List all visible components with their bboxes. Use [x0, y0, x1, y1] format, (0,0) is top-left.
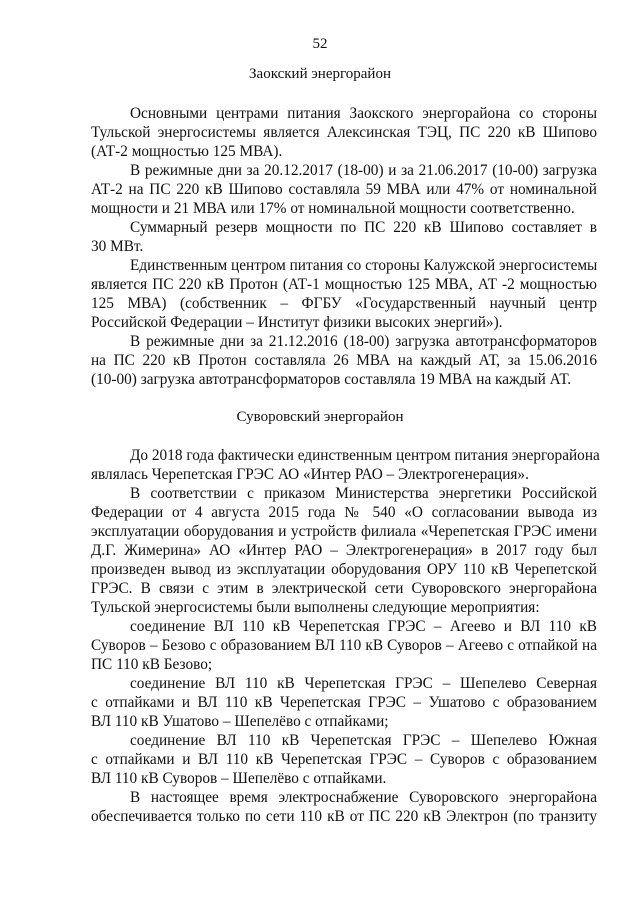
text-line: соединение ВЛ 110 кВ Черепетская ГРЭС – Шепелево Южная	[130, 732, 597, 749]
text-line: произведен вывод из эксплуатации оборудования ОРУ 110 кВ Черепетской	[91, 561, 597, 578]
text-line: Тульской энергосистемы были выполнены следующие мероприятия:	[91, 599, 540, 616]
text-line: ПС 110 кВ Безово;	[91, 656, 213, 673]
text-line: В режимные дни за 20.12.2017 (18-00) и за 21.06.2017 (10-00) загрузка	[130, 162, 597, 179]
text-line: Д.Г. Жимерина» АО «Интер РАО – Электрогенерация» в 2017 году был	[91, 542, 597, 559]
text-line: с отпайками и ВЛ 110 кВ Черепетская ГРЭС – Ушатово с образованием	[91, 694, 597, 711]
text-line: Тульской энергосистемы является Алексинская ТЭЦ, ПС 220 кВ Шипово	[91, 124, 597, 141]
text-line: (АТ-2 мощностью 125 МВА).	[91, 143, 283, 160]
section-title: Заокский энергорайон	[249, 66, 391, 82]
text-line: эксплуатации оборудования и устройств филиала «Черепетская ГРЭС имени	[91, 523, 597, 540]
text-line: В настоящее время электроснабжение Суворовского энергорайона	[130, 789, 597, 806]
text-line: Основными центрами питания Заокского энергорайона со стороны	[130, 105, 597, 122]
text-line: АТ-2 на ПС 220 кВ Шипово составляла 59 МВА или 47% от номинальной	[91, 181, 597, 198]
page-number: 52	[312, 36, 328, 52]
text-line: Российской Федерации – Институт физики высоких энергий»).	[91, 314, 503, 331]
text-line: В режимные дни за 21.12.2016 (18-00) загрузка автотрансформаторов	[130, 333, 597, 350]
text-line: В соответствии с приказом Министерства энергетики Российской	[130, 485, 597, 502]
text-line: являлась Черепетская ГРЭС АО «Интер РАО – Электрогенерация».	[91, 466, 529, 483]
text-line: 125 МВА) (собственник – ФГБУ «Государственный научный центр	[91, 295, 597, 312]
text-line: Суворов – Безово с образованием ВЛ 110 кВ Суворов – Агеево с отпайкой на	[91, 637, 597, 654]
text-line: соединение ВЛ 110 кВ Черепетская ГРЭС – Агеево и ВЛ 110 кВ	[130, 618, 597, 635]
text-line: соединение ВЛ 110 кВ Черепетская ГРЭС – Шепелево Северная	[130, 675, 597, 692]
text-line: Федерации от 4 августа 2015 года № 540 «О согласовании вывода из	[91, 504, 597, 521]
text-line: ВЛ 110 кВ Суворов – Шепелёво с отпайками.	[91, 770, 387, 787]
text-line: ГРЭС. В связи с этим в электрической сети Суворовского энергорайона	[91, 580, 597, 597]
section-title: Суворовский энергорайон	[236, 409, 404, 425]
text-line: является ПС 220 кВ Протон (АТ-1 мощностью 125 МВА, АТ -2 мощностью	[91, 276, 597, 293]
text-line: 30 МВт.	[91, 238, 144, 255]
text-line: с отпайками и ВЛ 110 кВ Черепетская ГРЭС – Суворов с образованием	[91, 751, 597, 768]
text-line: мощности и 21 МВА или 17% от номинальной мощности соответственно.	[91, 200, 575, 217]
text-line: (10-00) загрузка автотрансформаторов составляла 19 МВА на каждый АТ.	[91, 371, 572, 388]
text-line: До 2018 года фактически единственным центром питания энергорайона	[130, 447, 600, 464]
text-line: Единственным центром питания со стороны Калужской энергосистемы	[130, 257, 598, 274]
text-line: обеспечивается только по сети 110 кВ от ПС 220 кВ Электрон (по транзиту	[91, 808, 597, 825]
text-line: ВЛ 110 кВ Ушатово – Шепелёво с отпайками;	[91, 713, 389, 730]
text-line: на ПС 220 кВ Протон составляла 26 МВА на каждый АТ, за 15.06.2016	[91, 352, 597, 369]
text-line: Суммарный резерв мощности по ПС 220 кВ Шипово составляет в	[130, 219, 597, 236]
